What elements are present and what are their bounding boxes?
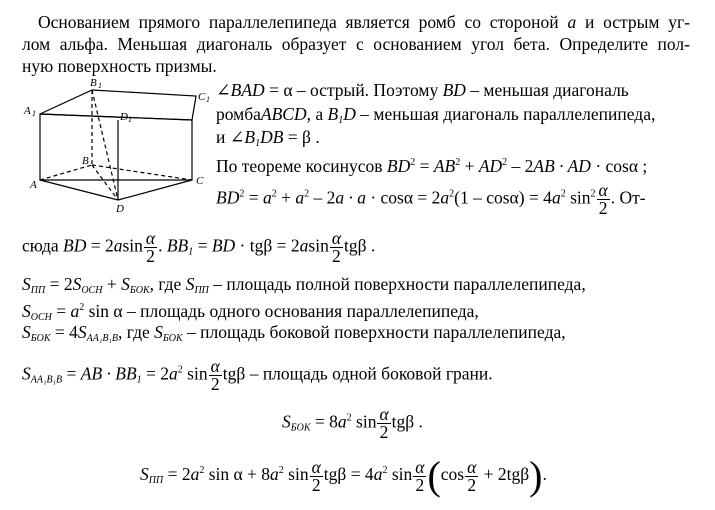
text: = 2: [45, 274, 73, 294]
var: DB: [260, 127, 284, 147]
text: sin: [182, 363, 208, 384]
text: , где: [118, 322, 155, 342]
text: sin α + 8: [204, 464, 271, 485]
sub: AA₁B₁B: [86, 333, 119, 344]
denominator: 2: [467, 474, 477, 495]
text: tgβ .: [391, 411, 423, 432]
denominator: 2: [598, 198, 608, 218]
var: BD: [442, 80, 466, 100]
fraction-alpha-2: [209, 358, 222, 393]
text: tgβ: [222, 363, 246, 384]
text: – площадь боковой поверхности параллелепипеда,: [182, 322, 566, 342]
edge-ad: [40, 180, 118, 200]
text: sin: [351, 411, 377, 432]
text: · cosα = 2: [365, 187, 441, 208]
text: +: [460, 156, 479, 176]
text: = β .: [283, 127, 320, 147]
text: =: [193, 235, 212, 256]
text: · tgβ = 2: [235, 235, 300, 256]
numerator: α: [331, 228, 342, 248]
solution-line-11: [282, 406, 423, 441]
sub: БОК: [129, 285, 150, 296]
sup: 2: [346, 412, 352, 424]
solution-line-3: [216, 127, 320, 154]
var: S: [121, 274, 130, 294]
numerator: α: [467, 456, 477, 477]
solution-line-12: [140, 453, 547, 498]
numerator: α: [210, 356, 220, 376]
text: tgβ = 4: [323, 464, 374, 485]
var: S: [22, 322, 31, 342]
edge-bc: [92, 165, 192, 180]
sup: 2: [590, 188, 596, 200]
numerator: α: [145, 228, 156, 248]
solution-line-1: [216, 80, 629, 100]
var: a: [190, 464, 200, 485]
text: + 2tgβ: [479, 464, 530, 485]
var: S: [22, 274, 31, 294]
label-c1-sub: 1: [206, 95, 210, 104]
sub: ПП: [194, 285, 209, 296]
var: a · a: [335, 187, 366, 208]
denominator: 2: [379, 422, 389, 442]
label-d1: D: [120, 111, 128, 123]
text: – 2: [507, 156, 534, 176]
problem-line-1: [38, 12, 690, 32]
edge-ab: [40, 165, 92, 180]
var: B: [327, 104, 339, 124]
text: =: [415, 156, 434, 176]
front-face: [40, 114, 192, 180]
sub: 1: [255, 138, 261, 149]
sup: 2: [304, 188, 310, 200]
var: AB: [433, 156, 456, 176]
parallelepiped-figure: [22, 76, 212, 216]
var: B: [244, 127, 256, 147]
text: – меньшая диагональ параллелепипеда,: [355, 104, 656, 124]
var: a: [113, 235, 123, 256]
text: sin: [122, 235, 143, 256]
var: AB · AD: [533, 156, 591, 176]
sub: БОК: [162, 333, 183, 344]
label-d1-sub: 1: [128, 115, 132, 124]
label-c1: C: [198, 91, 206, 103]
solution-line-9: [22, 322, 566, 349]
sub: AA₁B₁B: [30, 374, 63, 386]
var: AD: [478, 156, 503, 176]
var: a: [299, 235, 309, 256]
angle-sign: ∠: [216, 80, 231, 100]
var: ABCD: [260, 104, 307, 124]
sup: 2: [239, 188, 245, 200]
text: · cosα ;: [590, 156, 648, 176]
label-b1: B: [90, 77, 97, 89]
sup: 2: [560, 188, 566, 200]
text: = 4: [50, 322, 78, 342]
text: .: [542, 464, 547, 485]
sup: 2: [455, 157, 461, 168]
text: ромба: [216, 104, 261, 124]
solution-line-7: [22, 274, 586, 301]
var: BD: [63, 235, 87, 256]
sup: 2: [382, 465, 388, 477]
sub: 1: [338, 115, 344, 126]
var: S: [22, 363, 31, 384]
problem-line-3: ную поверхность призмы.: [22, 56, 217, 76]
text: =: [244, 187, 263, 208]
text: (1 – cosα) = 4: [454, 187, 552, 208]
sup: 2: [449, 188, 455, 200]
solution-line-4: [216, 153, 647, 176]
text: .: [158, 235, 167, 256]
var: D: [343, 104, 356, 124]
solution-line-6: [22, 230, 375, 265]
sub: ПП: [30, 285, 46, 296]
text: и ∠: [216, 127, 245, 147]
solution-line-5: [216, 182, 646, 217]
text: sin: [565, 187, 591, 208]
problem-text: и острым уг-: [584, 12, 690, 32]
var: BD: [386, 156, 411, 176]
var: a: [337, 411, 347, 432]
var: S: [140, 464, 149, 485]
numerator: α: [598, 180, 608, 200]
sup: 2: [177, 364, 183, 376]
fraction-alpha-2: [144, 230, 157, 265]
var: a: [440, 187, 450, 208]
fraction-alpha-2: [310, 456, 323, 495]
fraction-alpha-2: [465, 456, 478, 495]
var: BD: [211, 235, 236, 256]
var: S: [154, 322, 163, 342]
text: sin: [387, 464, 413, 485]
text: sin: [283, 464, 309, 485]
text: +: [276, 187, 296, 208]
text: = 2: [141, 363, 170, 384]
text: , где: [149, 274, 186, 294]
fraction-alpha-2: [597, 182, 610, 217]
text: По теореме косинусов: [216, 156, 387, 176]
var: BAD: [230, 80, 265, 100]
var: S: [282, 411, 291, 432]
fraction-alpha-2: [413, 456, 426, 495]
text: tgβ .: [344, 235, 376, 256]
sub: 1: [136, 374, 142, 386]
var: a: [70, 301, 80, 321]
text: – меньшая диагональ: [465, 80, 629, 100]
var: S: [22, 301, 31, 321]
denominator: 2: [146, 246, 155, 266]
var: a: [169, 363, 178, 384]
fraction-alpha-2: [330, 230, 343, 265]
paren-open: (: [427, 453, 441, 498]
var: S: [77, 322, 87, 342]
var: a: [551, 187, 561, 208]
label-b: B: [82, 155, 89, 167]
text: sin α – площадь одного основания параллелепипеда,: [84, 301, 479, 321]
text: . От-: [610, 187, 646, 208]
problem-text: Основанием прямого параллелепипеда является ромб со стороной: [38, 12, 559, 32]
var: a: [373, 464, 383, 485]
sub: ОСН: [30, 312, 52, 323]
sup: 2: [271, 188, 277, 200]
text: sin: [308, 235, 329, 256]
sub: ПП: [148, 475, 164, 487]
label-d: D: [116, 203, 124, 215]
text: cos: [440, 464, 465, 485]
sub: ОСН: [81, 285, 103, 296]
numerator: α: [415, 456, 425, 477]
text: = α – острый. Поэтому: [264, 80, 443, 100]
text: – 2: [309, 187, 336, 208]
sup: 2: [410, 157, 416, 168]
fraction-alpha-2: [377, 406, 390, 441]
label-a: A: [30, 179, 37, 191]
problem-line-2: лом альфа. Меньшая диагональ образует с основанием угол бета. Определите пол-: [22, 34, 690, 54]
var: a: [295, 187, 305, 208]
text: = 2: [86, 235, 114, 256]
var: S: [185, 274, 195, 294]
sup: 2: [199, 465, 205, 477]
var: a: [262, 187, 272, 208]
label-b1-sub: 1: [98, 81, 102, 90]
edge-dc: [118, 180, 192, 200]
numerator: α: [311, 456, 321, 477]
denominator: 2: [332, 246, 341, 266]
sup: 2: [278, 465, 284, 477]
text: , а: [306, 104, 328, 124]
numerator: α: [379, 404, 389, 424]
var-a: a: [567, 12, 577, 32]
denominator: 2: [210, 374, 220, 394]
var: BD: [216, 187, 240, 208]
solution-line-10: [22, 358, 493, 393]
var: S: [72, 274, 82, 294]
sub: БОК: [290, 422, 311, 434]
sup: 2: [502, 157, 508, 168]
text: – площадь одной боковой грани.: [245, 363, 493, 384]
sub: БОК: [30, 333, 51, 344]
denominator: 2: [415, 474, 425, 495]
text: сюда: [22, 235, 63, 256]
label-c: C: [196, 175, 204, 187]
var: BB: [166, 235, 189, 256]
var: AB · BB: [80, 363, 137, 384]
text: = 2: [163, 464, 191, 485]
text: = 8: [310, 411, 338, 432]
text: =: [51, 301, 71, 321]
text: =: [62, 363, 81, 384]
text: – площадь полной поверхности параллелепипеда,: [208, 274, 586, 294]
label-a1: A: [24, 105, 31, 117]
sub: 1: [188, 246, 194, 258]
label-a1-sub: 1: [32, 109, 36, 118]
denominator: 2: [311, 474, 321, 495]
var: a: [270, 464, 279, 485]
paren-close: ): [529, 453, 543, 498]
sup: 2: [79, 302, 85, 313]
text: +: [102, 274, 122, 294]
